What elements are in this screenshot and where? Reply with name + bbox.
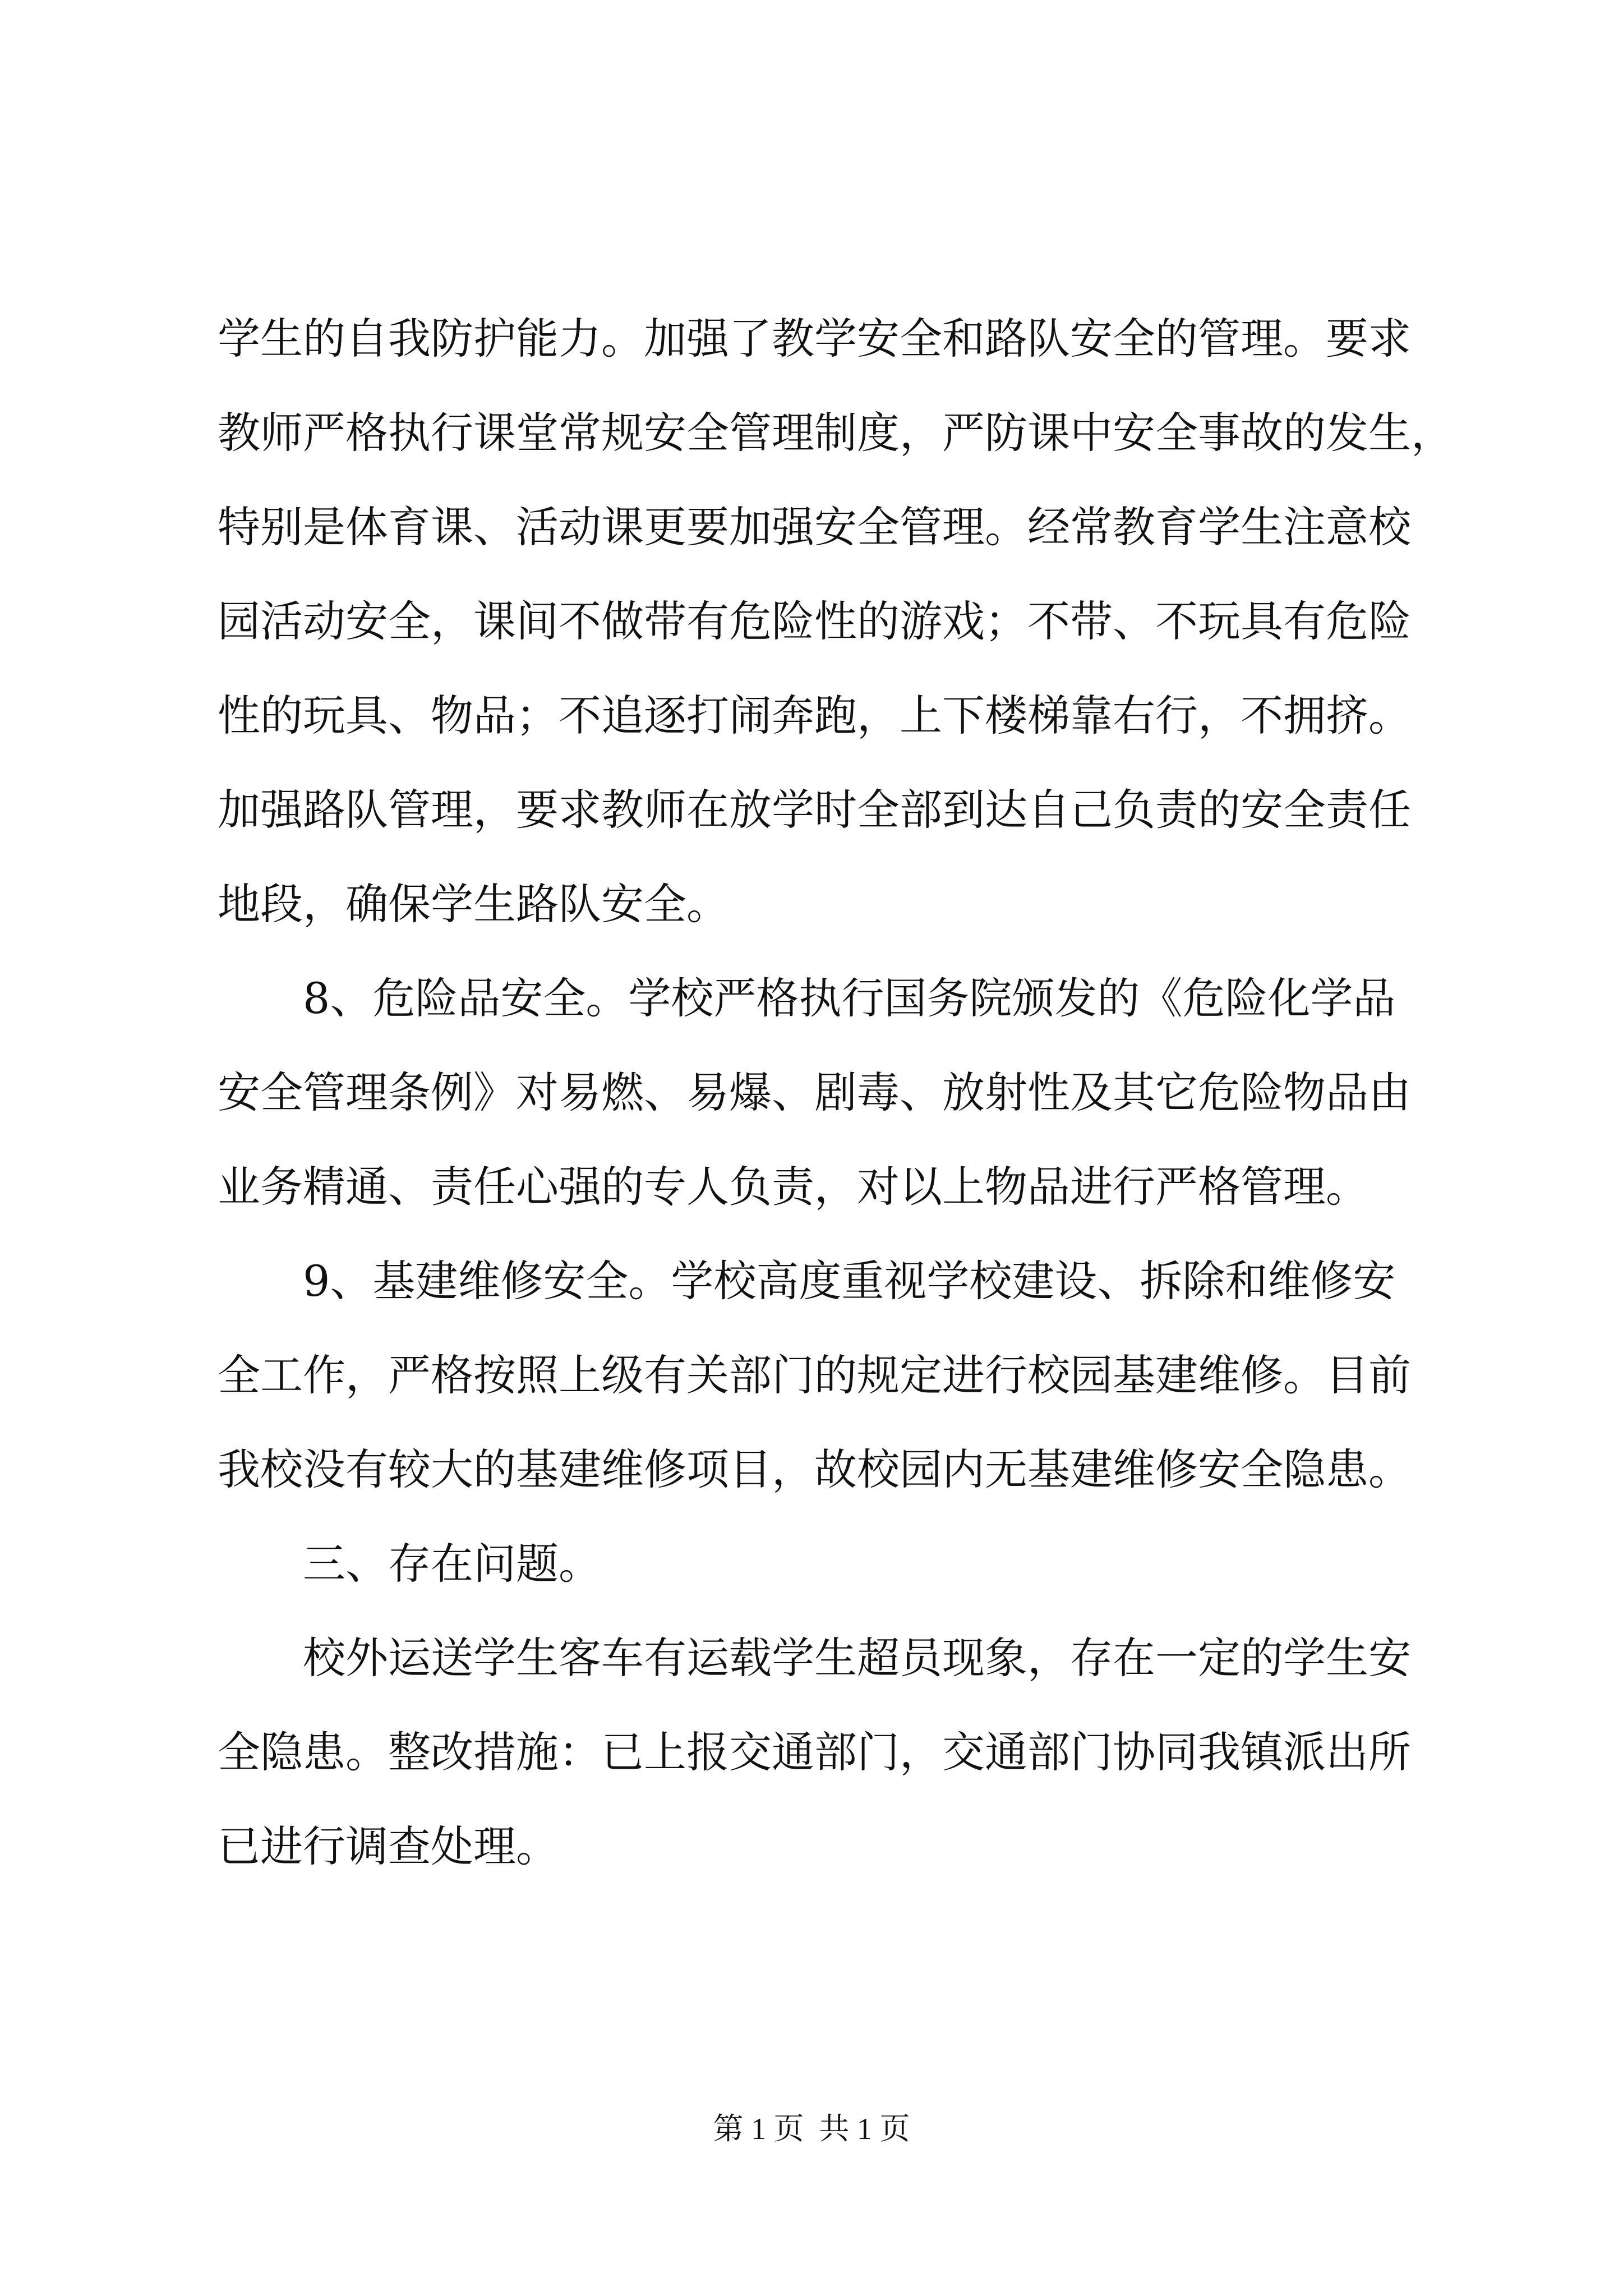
text-line: 8、危险品安全。学校严格执行国务院颁发的《危险化学品	[303, 973, 1396, 1023]
text-line: 全工作，严格按照上级有关部门的规定进行校园基建维修。目前	[218, 1350, 1411, 1400]
text-line: 地段，确保学生路队安全。	[218, 879, 729, 929]
text-line: 我校没有较大的基建维修项目，故校园内无基建维修安全隐患。	[218, 1444, 1411, 1494]
paragraph-construction-safety	[218, 1234, 1502, 1517]
text-line: 9、基建维修安全。学校高度重视学校建设、拆除和维修安	[303, 1256, 1396, 1306]
text-line: 教师严格执行课堂常规安全管理制度，严防课中安全事故的发生，	[218, 408, 1454, 458]
text-line: 全隐患。整改措施：已上报交通部门，交通部门协同我镇派出所	[218, 1727, 1411, 1777]
text-line: 校外运送学生客车有运载学生超员现象，存在一定的学生安	[303, 1633, 1411, 1683]
paragraph-safety-management	[218, 292, 1502, 951]
section-heading: 三、存在问题。	[303, 1539, 601, 1589]
text-line: 园活动安全，课间不做带有危险性的游戏；不带、不玩具有危险	[218, 596, 1411, 646]
text-line: 特别是体育课、活动课更要加强安全管理。经常教育学生注意校	[218, 502, 1411, 552]
text-line: 性的玩具、物品；不追逐打闹奔跑，上下楼梯靠右行，不拥挤。	[218, 691, 1411, 740]
text-line: 安全管理条例》对易燃、易爆、剧毒、放射性及其它危险物品由	[218, 1068, 1411, 1117]
section-heading-existing-problems	[218, 1517, 1502, 1611]
text-line: 加强路队管理，要求教师在放学时全部到达自己负责的安全责任	[218, 785, 1411, 835]
paragraph-existing-problems	[218, 1611, 1502, 1894]
paragraph-hazardous-materials	[218, 951, 1502, 1234]
text-line: 已进行调查处理。	[218, 1821, 559, 1871]
text-line: 学生的自我防护能力。加强了教学安全和路队安全的管理。要求	[218, 314, 1411, 364]
page-number-footer: 第 1 页 共 1 页	[713, 2112, 910, 2146]
text-line: 业务精通、责任心强的专人负责，对以上物品进行严格管理。	[218, 1162, 1368, 1212]
document-body	[218, 292, 1502, 1894]
